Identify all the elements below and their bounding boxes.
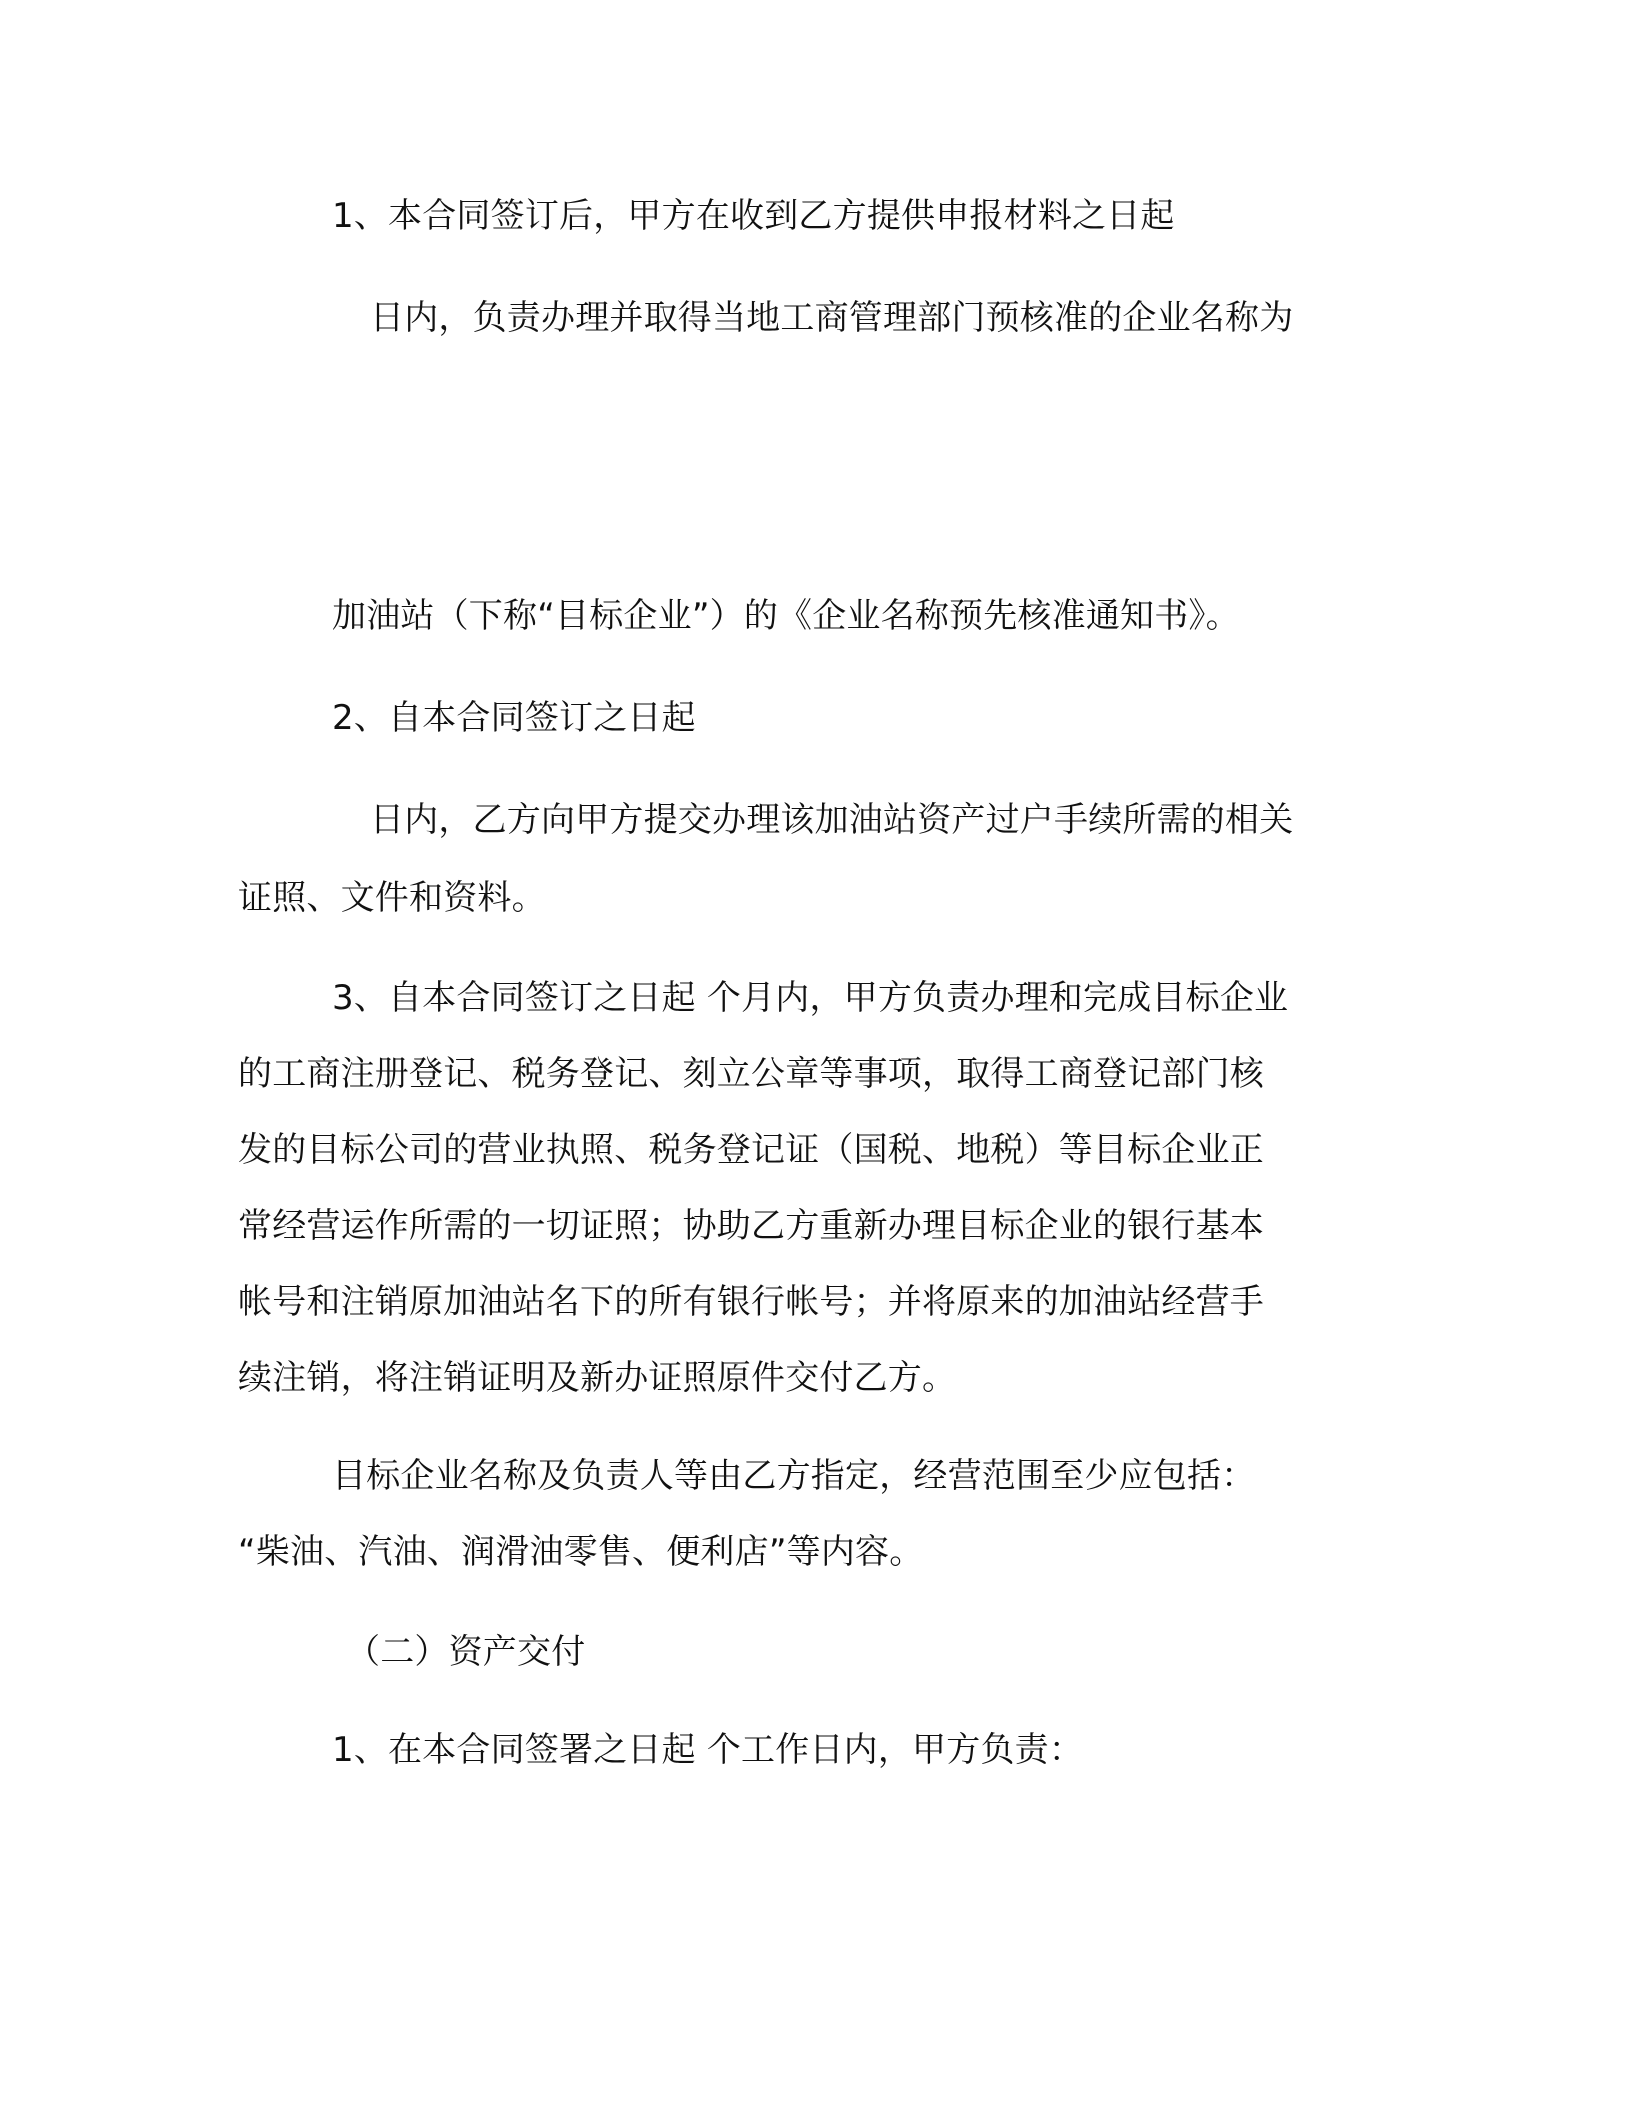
scope-line-2: “柴油、汽油、润滑油零售、便利店”等内容。 <box>238 1532 924 1572</box>
asset-clause-1-line-1: 1、在本合同签署之日起 个工作日内，甲方负责： <box>332 1730 1084 1770</box>
clause-3-line-6: 续注销，将注销证明及新办证照原件交付乙方。 <box>238 1358 957 1398</box>
clause-3-line-1: 3、自本合同签订之日起 个月内，甲方负责办理和完成目标企业 <box>332 978 1289 1018</box>
section-heading: （二）资产交付 <box>346 1632 586 1672</box>
clause-1-line-1: 1、本合同签订后，甲方在收到乙方提供申报材料之日起 <box>332 196 1175 236</box>
clause-2-line-2: 日内，乙方向甲方提交办理该加油站资产过户手续所需的相关 <box>370 800 1294 840</box>
clause-1-line-2: 日内，负责办理并取得当地工商管理部门预核准的企业名称为 <box>370 298 1294 338</box>
scope-line-1: 目标企业名称及负责人等由乙方指定，经营范围至少应包括： <box>332 1456 1256 1496</box>
clause-3-line-4: 常经营运作所需的一切证照；协助乙方重新办理目标企业的银行基本 <box>238 1206 1264 1246</box>
clause-3-line-2: 的工商注册登记、税务登记、刻立公章等事项，取得工商登记部门核 <box>238 1054 1264 1094</box>
clause-3-line-3: 发的目标公司的营业执照、税务登记证（国税、地税）等目标企业正 <box>238 1130 1264 1170</box>
clause-2-line-1: 2、自本合同签订之日起 <box>332 698 696 738</box>
clause-1-line-3: 加油站（下称“目标企业”）的《企业名称预先核准通知书》。 <box>332 596 1240 636</box>
clause-2-line-3: 证照、文件和资料。 <box>238 878 546 918</box>
clause-3-line-5: 帐号和注销原加油站名下的所有银行帐号；并将原来的加油站经营手 <box>238 1282 1264 1322</box>
